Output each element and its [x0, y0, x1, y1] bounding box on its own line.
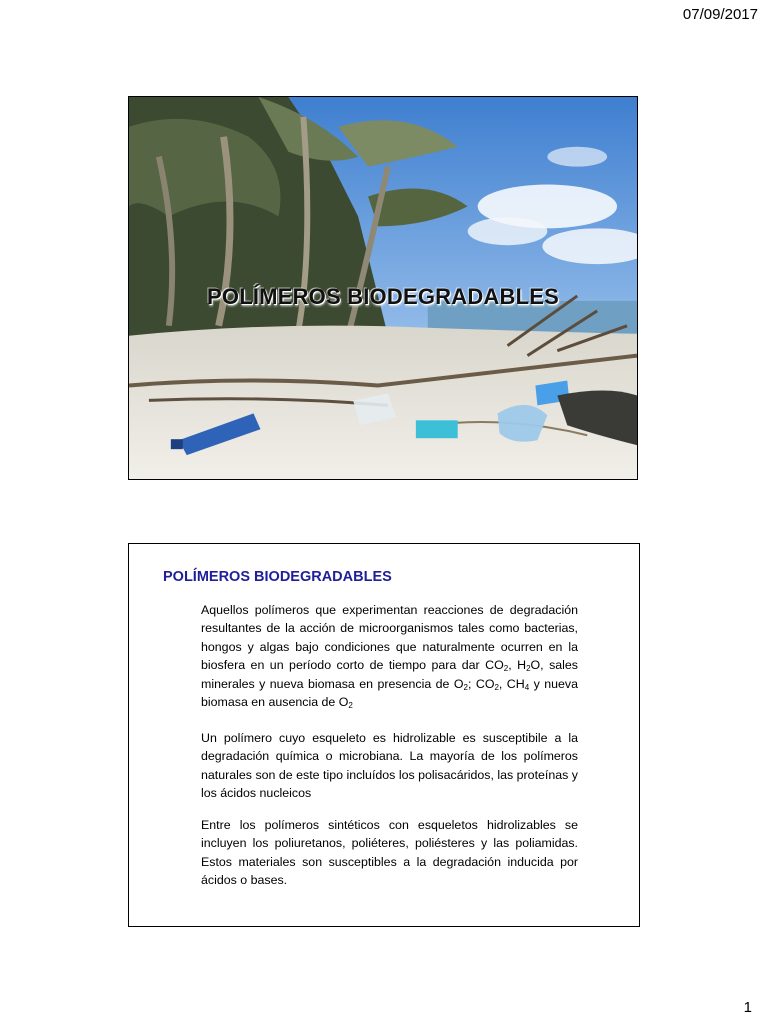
paragraph-definition: Aquellos polímeros que experimentan reacciones de degradación resultantes de la acción de microorganismos tales como bacterias, hongos y algas bajo condiciones que naturalmente ocurren en la biosfera en un período corto de tiempo para dar $CO_2$, $H_2O$, sales minerales y nueva biomasa en presencia de $O_2$; $CO_2$, $CH_4$ y nueva biomasa en ausencia de $O_2$: [201, 603, 578, 711]
paragraph-synthetic: Entre los polímeros sintéticos con esqueletos hidrolizables se incluyen los poliuretanos, poliéteres, poliésteres y las poliamidas. Estos materiales son susceptibles a la degradación inducida por ácidos o bases.: [201, 818, 578, 888]
content-slide: [128, 543, 640, 927]
paragraph-hydrolyzable: Un polímero cuyo esqueleto es hidrolizable es susceptibile a la degradación química o microbiana. La mayoría de los polímeros naturales son de este tipo incluídos los polisacáridos, las proteínas y los ácidos nucleicos: [201, 731, 578, 801]
title-slide: [128, 96, 638, 480]
page-number: 1: [743, 999, 752, 1016]
slide-heading: POLÍMEROS BIODEGRADABLES: [163, 569, 392, 585]
slide-title: POLÍMEROS BIODEGRADABLES: [207, 284, 559, 309]
print-date: 07/09/2017: [682, 6, 758, 23]
